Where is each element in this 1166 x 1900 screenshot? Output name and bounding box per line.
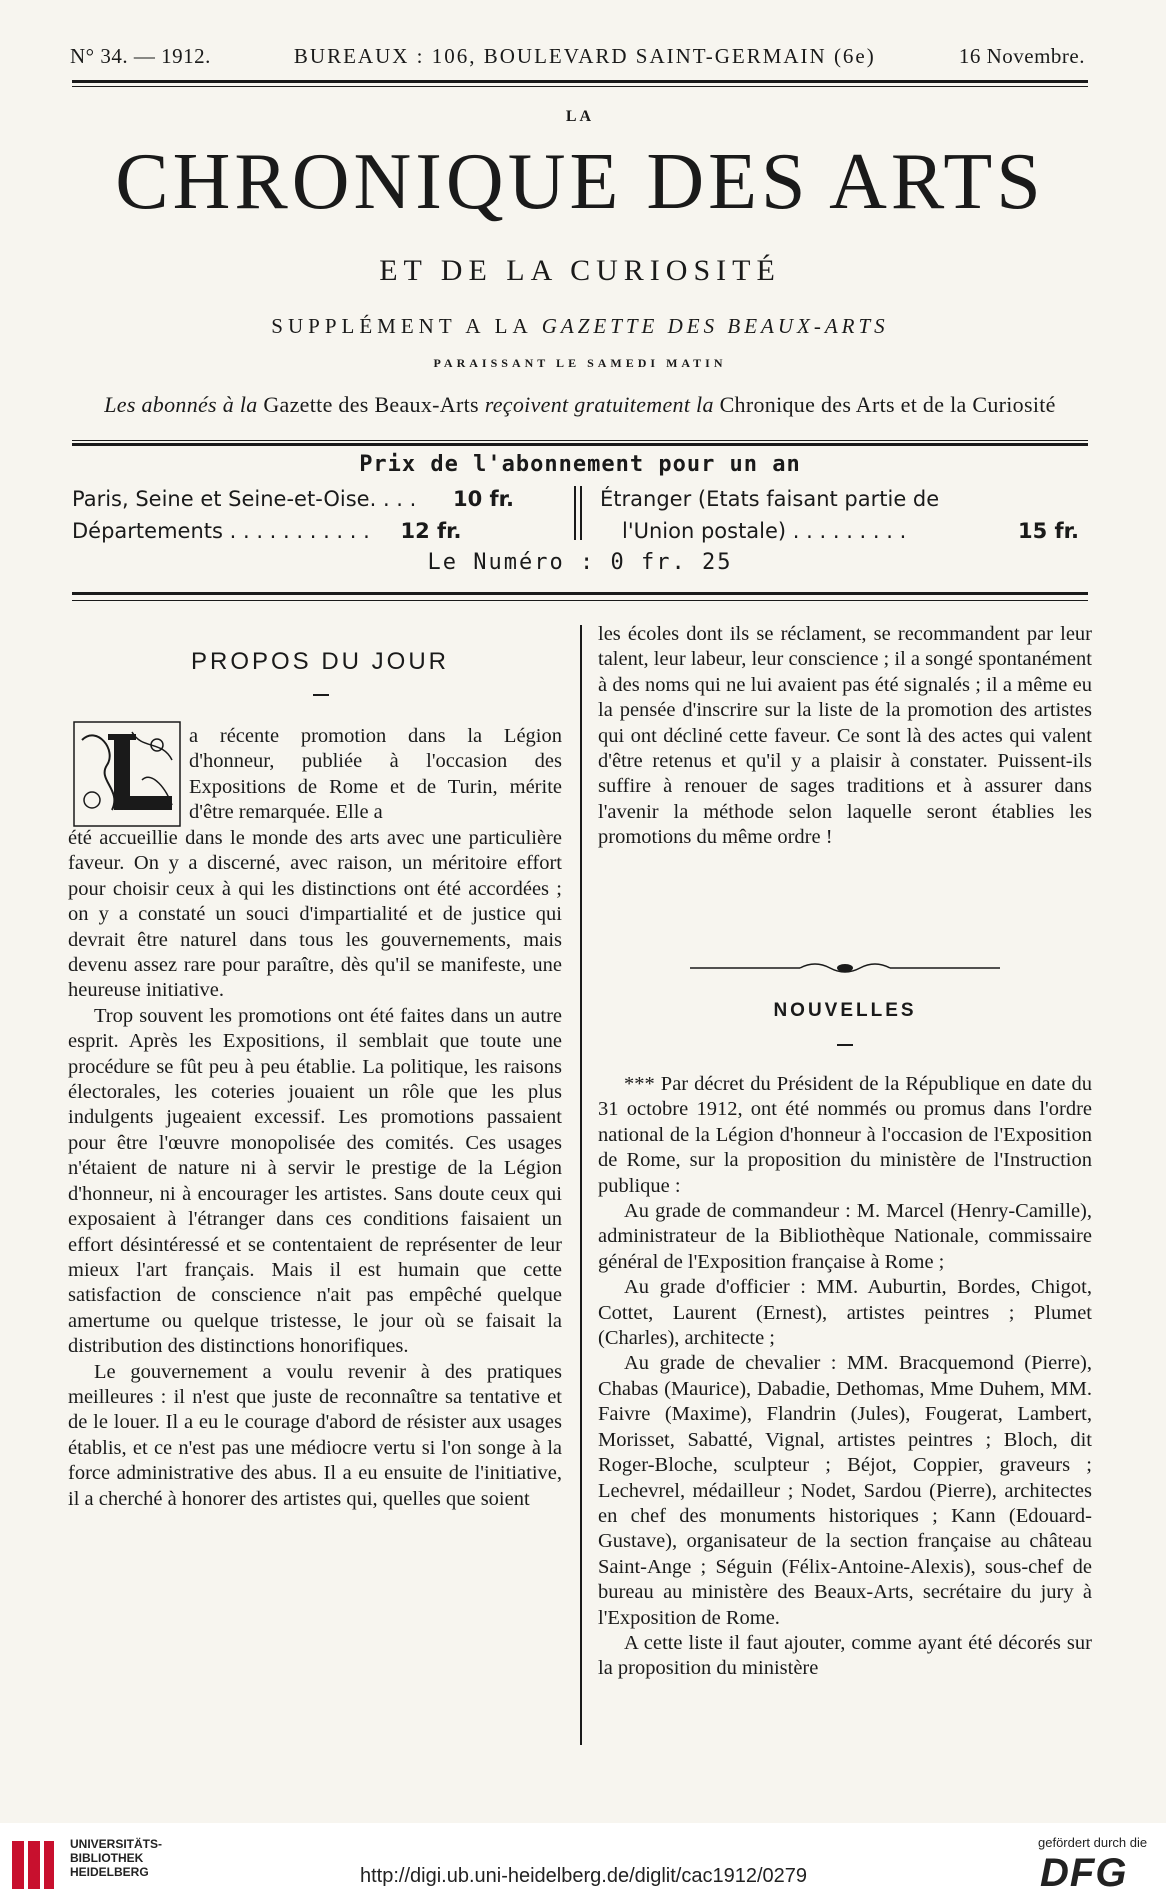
- ornamental-initial-l-icon: [72, 720, 182, 828]
- source-url[interactable]: http://digi.ub.uni-heidelberg.de/diglit/cac1912/0279: [360, 1865, 807, 1887]
- price-etranger-1: Étranger (Etats faisant partie de: [600, 487, 940, 511]
- news-item: Au grade de chevalier : MM. Bracquemond (Pierre), Chabas (Maurice), Dabadie, Dethomas, Mme Duhem, MM. Faivre (Maxime), Flandrin (Jules), Fougerat, Lambert, Morisset, Sabatté, Vignal, artistes peintres ; Bloch, dit Roger-Bloche, sculpteur ; Béjot, Coppier, graveurs ; Lechevrel, médailleur ; Nodet, Sardou (Pierre), architectes en chef des monuments historiques ; Kann (Edouard-Gustave), organisateur de la section française au château Saint-Ange ; Séguin (Félix-Antoine-Alexis), sous-chef de bureau au ministère des Beaux-Arts, secrétaire du jury à l'Exposition de Rome.: [598, 1352, 1092, 1629]
- single-issue-price: Le Numéro : 0 fr. 25: [427, 550, 733, 575]
- masthead-rule-thin: [72, 86, 1088, 87]
- price-rule-top-thick: [72, 443, 1088, 446]
- price-heading: Prix de l'abonnement pour un an: [359, 452, 801, 477]
- content-rule: [72, 592, 1088, 595]
- paragraph: Trop souvent les promotions ont été faites dans un autre esprit. Après les Expositions, il semblait que toute une procédure se fût peu à peu établie. La politique, les raisons électorales, les coteries jouaient un rôle que les plus indulgents jugeaient excessif. Les promotions passaient pour être l'œuvre monopolisée des comités. Ces usages n'étaient de nature ni à servir le prestige de la Légion d'honneur, ni à encourager les artistes. Sans doute ceux qui exposaient à l'étranger dans ces conditions faisaient un effort désintéressé et se contentaient de représenter de leur mieux l'art français. Mais il est humain que cette satisfaction de conscience n'ait pas empêché quelque amertume ou quelque tristesse, le jour où se faisait la distribution des distinctions honorifiques.: [68, 1004, 562, 1358]
- subscriber-note-part: Les abonnés à la: [104, 392, 258, 417]
- section-heading-nouvelles: NOUVELLES: [773, 1000, 917, 1021]
- library-name: UNIVERSITÄTS- BIBLIOTHEK HEIDELBERG: [70, 1837, 163, 1879]
- price-dept-label: Départements . . . . . . . . . . .: [72, 519, 370, 543]
- content-rule-thin: [72, 600, 1088, 601]
- news-item: Au grade d'officier : MM. Auburtin, Bordes, Chigot, Cottet, Laurent (Ernest), artistes peintres ; Plumet (Charles), architecte ;: [598, 1276, 1092, 1350]
- price-rule-top: [72, 440, 1088, 441]
- price-paris: [72, 487, 514, 511]
- newspaper-title: CHRONIQUE DES ARTS: [115, 138, 1045, 226]
- section-divider-ornament-icon: [690, 960, 1000, 976]
- subscriber-note-chronique: Chronique des Arts et de la Curiosité: [719, 392, 1056, 417]
- masthead: [70, 44, 1085, 72]
- heading-dash: [313, 694, 329, 696]
- library-logo-icon: [8, 1837, 58, 1893]
- dfg-logo: DFG: [1040, 1851, 1128, 1895]
- article-opening: a récente promotion dans la Légion d'honneur, publiée à l'occasion des Expositions de Rome et de Turin, mérite d'être remarquée. Elle a: [189, 725, 562, 824]
- column-divider: [580, 625, 582, 1745]
- subscriber-note: [60, 392, 1100, 418]
- supplement-title: GAZETTE DES BEAUX-ARTS: [541, 314, 889, 338]
- digitization-footer: [0, 1823, 1166, 1900]
- office-address: BUREAUX : 106, BOULEVARD SAINT-GERMAIN (6e): [293, 44, 876, 68]
- news-item: A cette liste il faut ajouter, comme ayant été décorés sur la proposition du ministère: [598, 1631, 1092, 1680]
- price-etranger-value: [1018, 519, 1079, 543]
- heading-dash: [837, 1044, 853, 1046]
- paragraph: les écoles dont ils se réclament, se recommandent par leur talent, leur labeur, leur conscience ; il a songé spontanément à des noms qui ne lui avaient pas été signalés ; il a même eu la pensée d'inscrire sur la liste de la promotion des artistes qui ont décliné cette faveur. Ce sont là des actes qui valent d'être retenus et qu'il y a plaisir à constater. Puissent-ils suffire à renouer de sages traditions et à assurer dans l'avenir la méthode selon laquelle seront établies les promotions du même ordre !: [598, 623, 1092, 849]
- subscriber-note-part: reçoivent gratuitement la: [484, 392, 714, 417]
- publication-schedule: PARAISSANT LE SAMEDI MATIN: [433, 356, 727, 370]
- subscriber-note-gazette: Gazette des Beaux-Arts: [263, 392, 479, 417]
- price-etranger-value-text: 15 fr.: [1018, 519, 1080, 543]
- price-paris-value: 10 fr.: [453, 487, 515, 511]
- news-item: Au grade de commandeur : M. Marcel (Henry-Camille), administrateur de la Bibliothèque Nationale, commissaire général de l'Exposition française à Rome ;: [598, 1200, 1092, 1273]
- price-dept-value: 12 fr.: [400, 519, 462, 543]
- supplement-line: [60, 314, 1100, 339]
- price-etranger-2: l'Union postale) . . . . . . . . .: [622, 519, 907, 543]
- article-propos-continued: [598, 622, 1092, 851]
- issue-date: 16 Novembre.: [958, 44, 1085, 68]
- paragraph: Le gouvernement a voulu revenir à des pratiques meilleures : il n'est que juste de reconnaître sa tentative et de le louer. Il a eu le courage d'abord de résister aux usages établis, et ce n'est pas une médiocre vertu si l'on songe à la force administrative des abus. Il a eu ensuite de l'initiative, il a cherché à honorer des artistes qui, quelles que soient: [68, 1360, 562, 1510]
- price-divider: [574, 486, 576, 540]
- news-item: *** Par décret du Président de la République en date du 31 octobre 1912, ont été nommés ou promus dans l'ordre national de la Légion d'honneur à l'occasion de l'Exposition de Rome, sur la proposition du ministère de l'Instruction publique :: [598, 1073, 1092, 1197]
- title-article: LA: [565, 108, 595, 125]
- section-heading-propos: PROPOS DU JOUR: [190, 648, 450, 675]
- supplement-prefix: SUPPLÉMENT A LA: [271, 314, 532, 338]
- article-propos-body: [68, 826, 562, 1512]
- paragraph: été accueillie dans le monde des arts avec une particulière faveur. On y a discerné, avec raison, un méritoire effort pour choisir ceux à qui les distinctions ont été accordées ; on y a constaté un souci d'impartialité et de justice qui devrait être naturel dans tous les gouvernements, mais devenu assez rare pour paraître, dès qu'il se manifeste, une heureuse initiative.: [68, 827, 562, 1002]
- funding-note: gefördert durch die: [1038, 1835, 1148, 1850]
- price-paris-label: Paris, Seine et Seine-et-Oise. . . .: [72, 487, 417, 511]
- nouvelles-body: [598, 1072, 1092, 1682]
- masthead-rule: [72, 80, 1088, 83]
- issue-number: N° 34. — 1912.: [70, 44, 211, 68]
- newspaper-subtitle: ET DE LA CURIOSITÉ: [379, 254, 781, 287]
- price-divider: [580, 486, 582, 540]
- price-departements: [72, 519, 462, 543]
